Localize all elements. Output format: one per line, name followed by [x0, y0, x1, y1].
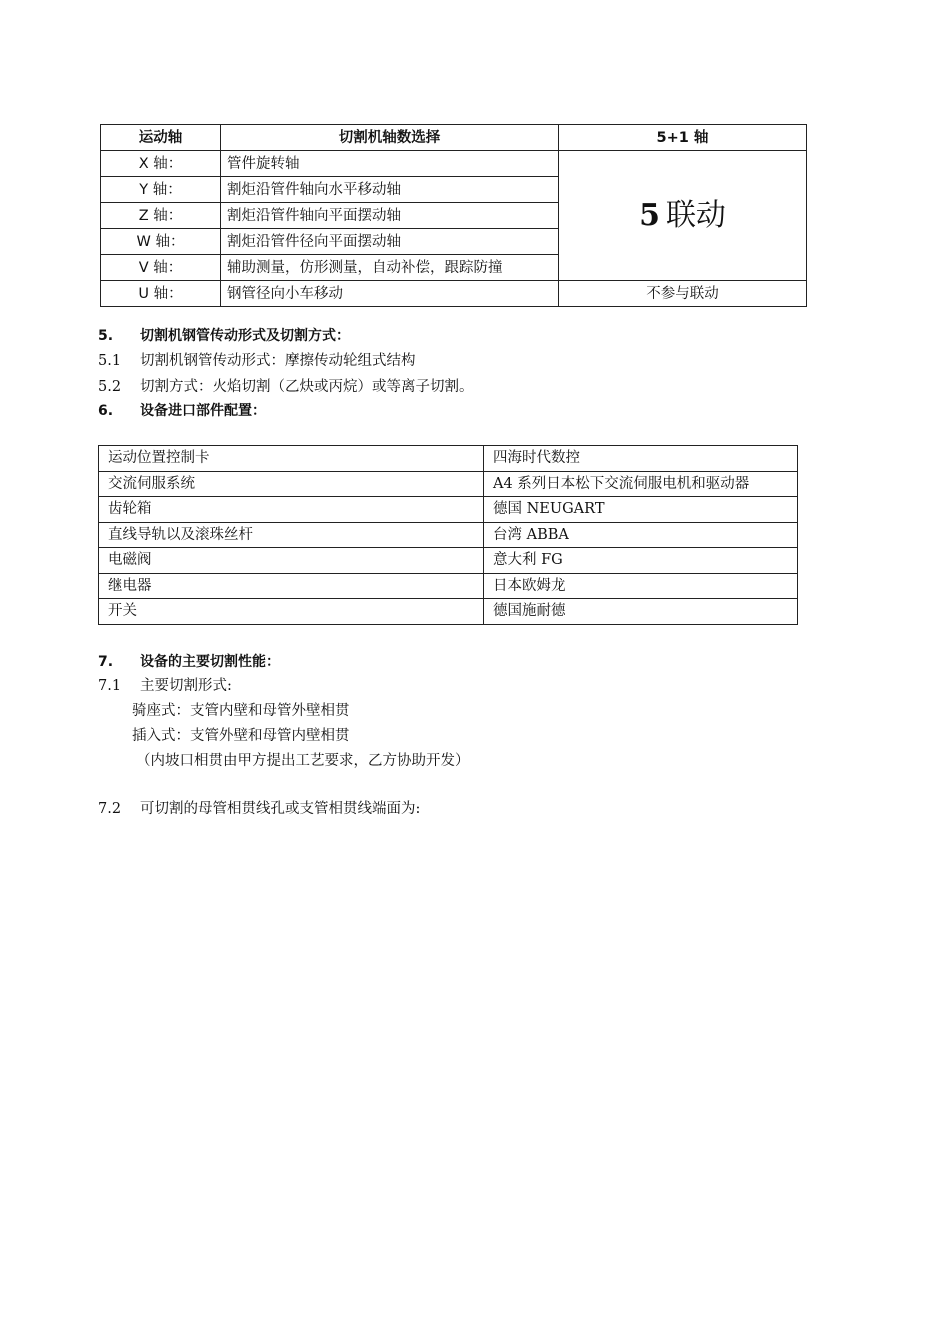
section6-heading: 6. 设备进口部件配置：	[98, 403, 266, 419]
table-row	[99, 471, 798, 497]
axis-desc-cell: 割炬沿管件轴向平面摆动轴	[221, 203, 559, 229]
table-row	[99, 497, 798, 523]
linkage-cell	[559, 151, 807, 281]
part-cell: 齿轮箱	[99, 497, 484, 523]
section5-item1: 5.1 切割机钢管传动形式：摩擦传动轮组式结构	[98, 353, 416, 369]
brand-cell: 德国 NEUGART	[484, 497, 798, 523]
table-header-row	[101, 125, 807, 151]
axis-cell: Y 轴：	[101, 177, 221, 203]
axis-desc-cell: 钢管径向小车移动	[221, 281, 559, 307]
table-row	[101, 151, 807, 177]
axis-selection-table	[100, 124, 807, 307]
axis-desc-cell: 割炬沿管件径向平面摆动轴	[221, 229, 559, 255]
part-cell: 电磁阀	[99, 548, 484, 574]
section5-heading: 5. 切割机钢管传动形式及切割方式：	[98, 328, 350, 344]
axis-cell: V 轴：	[101, 255, 221, 281]
section5-item2: 5.2 切割方式：火焰切割（乙炔或丙烷）或等离子切割。	[98, 379, 474, 395]
axis-cell: X 轴：	[101, 151, 221, 177]
brand-cell: 意大利 FG	[484, 548, 798, 574]
axis-cell: Z 轴：	[101, 203, 221, 229]
axis-cell: W 轴：	[101, 229, 221, 255]
part-cell: 交流伺服系统	[99, 471, 484, 497]
part-cell: 开关	[99, 599, 484, 625]
table-row	[99, 573, 798, 599]
section7-heading: 7. 设备的主要切割性能：	[98, 654, 280, 670]
header-cell: 切割机轴数选择	[221, 125, 559, 151]
imported-parts-table	[98, 445, 798, 625]
linkage-text: 联动	[665, 197, 726, 233]
brand-cell: A4 系列日本松下交流伺服电机和驱动器	[484, 471, 798, 497]
part-cell: 继电器	[99, 573, 484, 599]
table-row	[99, 548, 798, 574]
axis-desc-cell: 管件旋转轴	[221, 151, 559, 177]
linkage-number: 5	[639, 197, 660, 233]
part-cell: 直线导轨以及滚珠丝杆	[99, 522, 484, 548]
section7-item1: 7.1 主要切割形式:	[98, 678, 232, 694]
header-cell: 5+1 轴	[559, 125, 807, 151]
header-cell: 运动轴	[101, 125, 221, 151]
brand-cell: 台湾 ABBA	[484, 522, 798, 548]
table-row	[99, 522, 798, 548]
cut-form-line-a: 骑座式：支管内壁和母管外壁相贯	[132, 703, 350, 719]
brand-cell: 日本欧姆龙	[484, 573, 798, 599]
brand-cell: 德国施耐德	[484, 599, 798, 625]
cut-form-line-c: （内坡口相贯由甲方提出工艺要求，乙方协助开发）	[136, 753, 470, 769]
table-row	[99, 446, 798, 472]
part-cell: 运动位置控制卡	[99, 446, 484, 472]
axis-cell: U 轴：	[101, 281, 221, 307]
table-row	[101, 281, 807, 307]
axis-desc-cell: 辅助测量，仿形测量，自动补偿，跟踪防撞	[221, 255, 559, 281]
section7-item2: 7.2 可切割的母管相贯线孔或支管相贯线端面为:	[98, 801, 421, 817]
axis-desc-cell: 割炬沿管件轴向水平移动轴	[221, 177, 559, 203]
brand-cell: 四海时代数控	[484, 446, 798, 472]
u-axis-note-cell: 不参与联动	[559, 281, 807, 307]
table-row	[99, 599, 798, 625]
cut-form-line-b: 插入式：支管外壁和母管内壁相贯	[132, 728, 350, 744]
